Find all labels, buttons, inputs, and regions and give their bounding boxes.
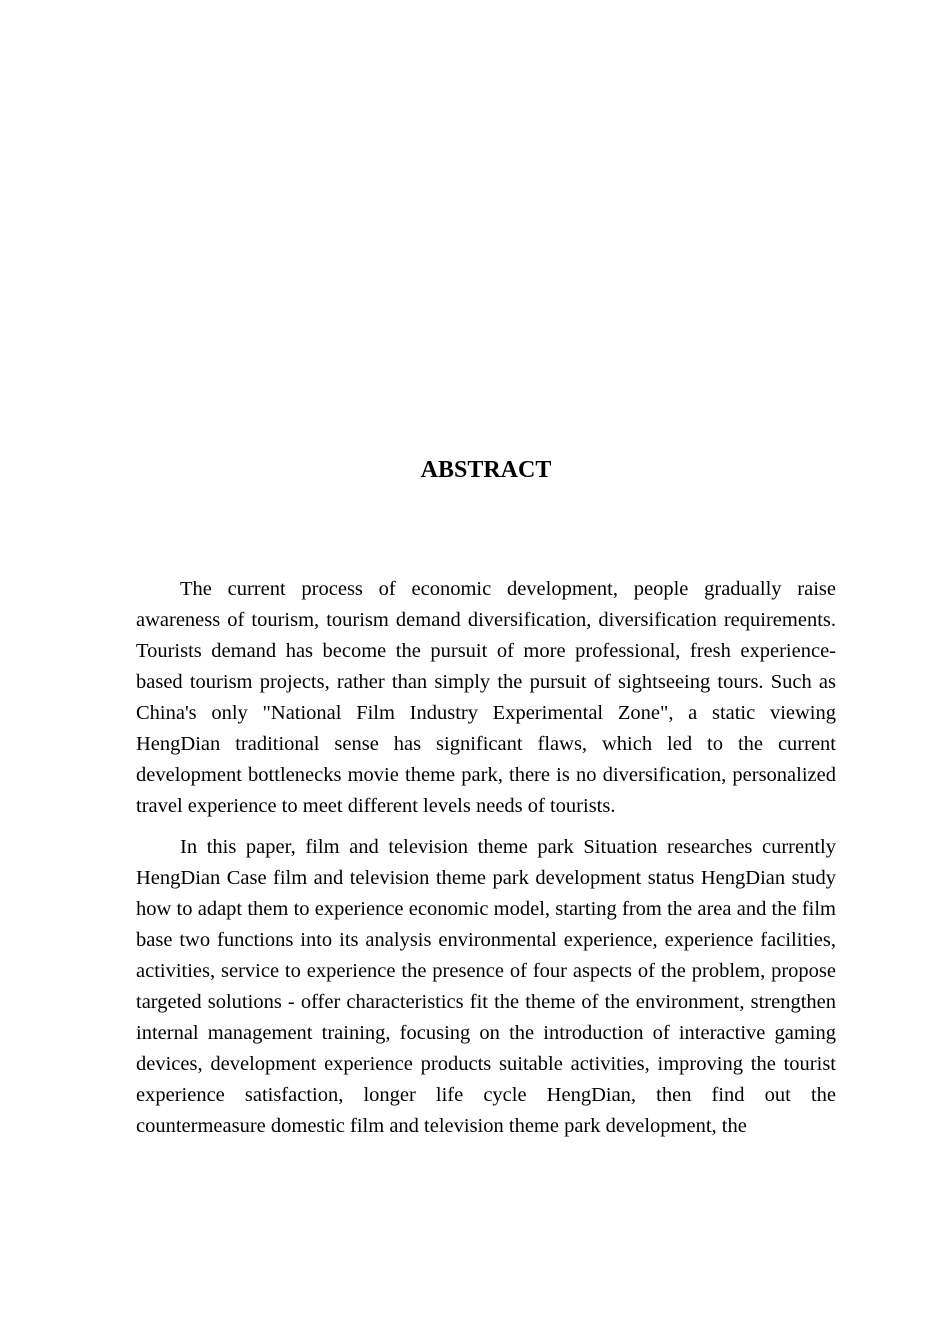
abstract-body xyxy=(136,574,836,1152)
abstract-paragraph-1: The current process of economic development, people gradually raise awareness of tourism, tourism demand diversification, diversification requirements. Tourists demand has become the pursuit of more professional, fresh experience-based tourism projects, rather than simply the pursuit of sightseeing tours. Such as China's only "National Film Industry Experimental Zone", a static viewing HengDian traditional sense has significant flaws, which led to the current development bottlenecks movie theme park, there is no diversification, personalized travel experience to meet different levels needs of tourists. xyxy=(136,578,836,817)
abstract-title: ABSTRACT xyxy=(420,457,552,483)
abstract-paragraph-2: In this paper, film and television theme park Situation researches currently HengDian Case film and television theme park development status HengDian study how to adapt them to experience economic model, starting from the area and the film base two functions into its analysis environmental experience, experience facilities, activities, service to experience the presence of four aspects of the problem, propose targeted solutions - offer characteristics fit the theme of the environment, strengthen internal management training, focusing on the introduction of interactive gaming devices, development experience products suitable activities, improving the tourist experience satisfaction, longer life cycle HengDian, then find out the countermeasure domestic film and television theme park development, the xyxy=(136,836,836,1137)
